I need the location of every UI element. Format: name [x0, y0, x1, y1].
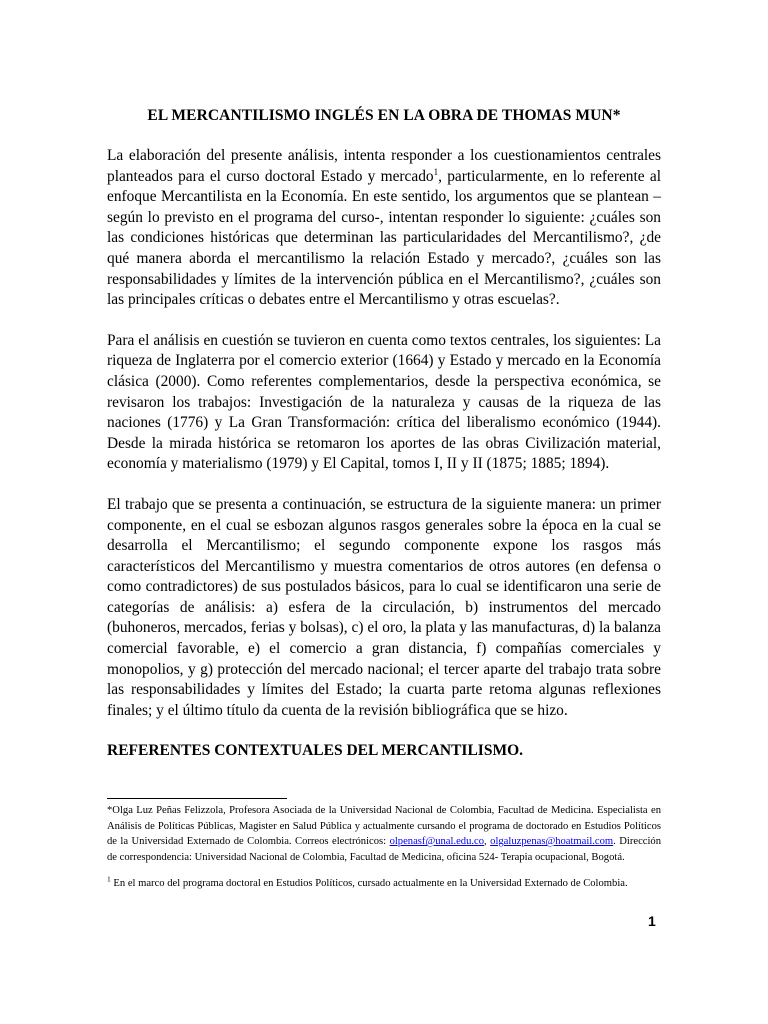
author-footnote	[107, 803, 661, 865]
footnote-reference-1[interactable]: 1	[433, 166, 439, 177]
intro-paragraph	[107, 146, 661, 311]
email-separator: ,	[484, 836, 491, 847]
intro-paragraph-text-a: La elaboración del presente análisis, intenta responder a los cuestionamientos centrales planteados para el curso doctoral Estado y mercado	[107, 147, 661, 185]
document-title: EL MERCANTILISMO INGLÉS EN LA OBRA DE THOMAS MUN*	[147, 107, 621, 124]
email-link-unal[interactable]: olpenasf@unal.edu.co	[389, 836, 485, 847]
footnote-divider	[107, 798, 287, 799]
footnote-1-text: En el marco del programa doctoral en Estudios Políticos, cursado actualmente en la Universidad Externado de Colombia.	[110, 878, 628, 889]
page-number: 1	[648, 913, 656, 929]
sources-paragraph: Para el análisis en cuestión se tuvieron en cuenta como textos centrales, los siguientes: La riqueza de Inglaterra por el comercio exterior (1664) y Estado y mercado en la Economía clásica (2000). Como referentes complementarios, desde la perspectiva económica, se revisaron los trabajos: Investigación de la naturaleza y causas de la riqueza de las naciones (1776) y La Gran Transformación: crítica del liberalismo económico (1944). Desde la mirada histórica se retomaron los aportes de las obras Civilización material, economía y materialismo (1979) y El Capital, tomos I, II y II (1875; 1885; 1894).	[107, 331, 661, 473]
author-footnote-text-b: . Dirección de correspondencia: Universidad Nacional de Colombia, Facultad de Medicina, oficina 524- Terapia ocupacional, Bogotá.	[107, 836, 662, 863]
footnotes	[107, 803, 661, 903]
document-body	[107, 106, 661, 761]
footnote-1	[107, 876, 661, 892]
structure-paragraph: El trabajo que se presenta a continuación, se estructura de la siguiente manera: un primer componente, en el cual se esbozan algunos rasgos generales sobre la época en la cual se desarrolla el Mercantilismo; el segundo componente expone los rasgos más característicos del Mercantilismo y muestra comentarios de otros autores (en defensa o como contradictores) de sus postulados básicos, para lo cual se identificaron una serie de categorías de análisis: a) esfera de la circulación, b) instrumentos del mercado (buhoneros, mercados, ferias y bolsas), c) el oro, la plata y las manufacturas, d) la balanza comercial favorable, e) el comercio a gran distancia, f) compañías comerciales y monopolios, y g) protección del mercado nacional; el tercer aparte del trabajo trata sobre las responsabilidades y límites del Estado; la cuarta parte retoma algunas reflexiones finales; y el último título da cuenta de la revisión bibliográfica que se hizo.	[107, 495, 661, 719]
footnote-1-mark: 1	[107, 874, 111, 884]
intro-paragraph-text-b: , particularmente, en lo referente al enfoque Mercantilista en la Economía. En este sentido, los argumentos que se plantean –según lo previsto en el programa del curso-, intentan responder lo siguiente: ¿cuáles son las condiciones históricas que determinan las particularidades del Mercantilismo?, ¿de qué manera aborda el mercantilismo la relación Estado y mercado?, ¿cuáles son las responsabilidades y límites de la intervención pública en el Mercantilismo?, ¿cuáles son las principales críticas o debates entre el Mercantilismo y otras escuelas?.	[107, 167, 661, 309]
email-link-personal[interactable]: olgaluzpenas@hoatmail.com	[490, 836, 614, 847]
author-footnote-text-a: *Olga Luz Peñas Felizzola, Profesora Asociada de la Universidad Nacional de Colombia, Facultad de Medicina. Especialista en Análisis de Políticas Públicas, Magister en Salud Pública y actualmente cursando el programa de doctorado en Estudios Políticos de la Universidad Externado de Colombia. Correos electrónicos:	[107, 805, 661, 847]
section-heading: REFERENTES CONTEXTUALES DEL MERCANTILISMO.	[107, 742, 524, 760]
